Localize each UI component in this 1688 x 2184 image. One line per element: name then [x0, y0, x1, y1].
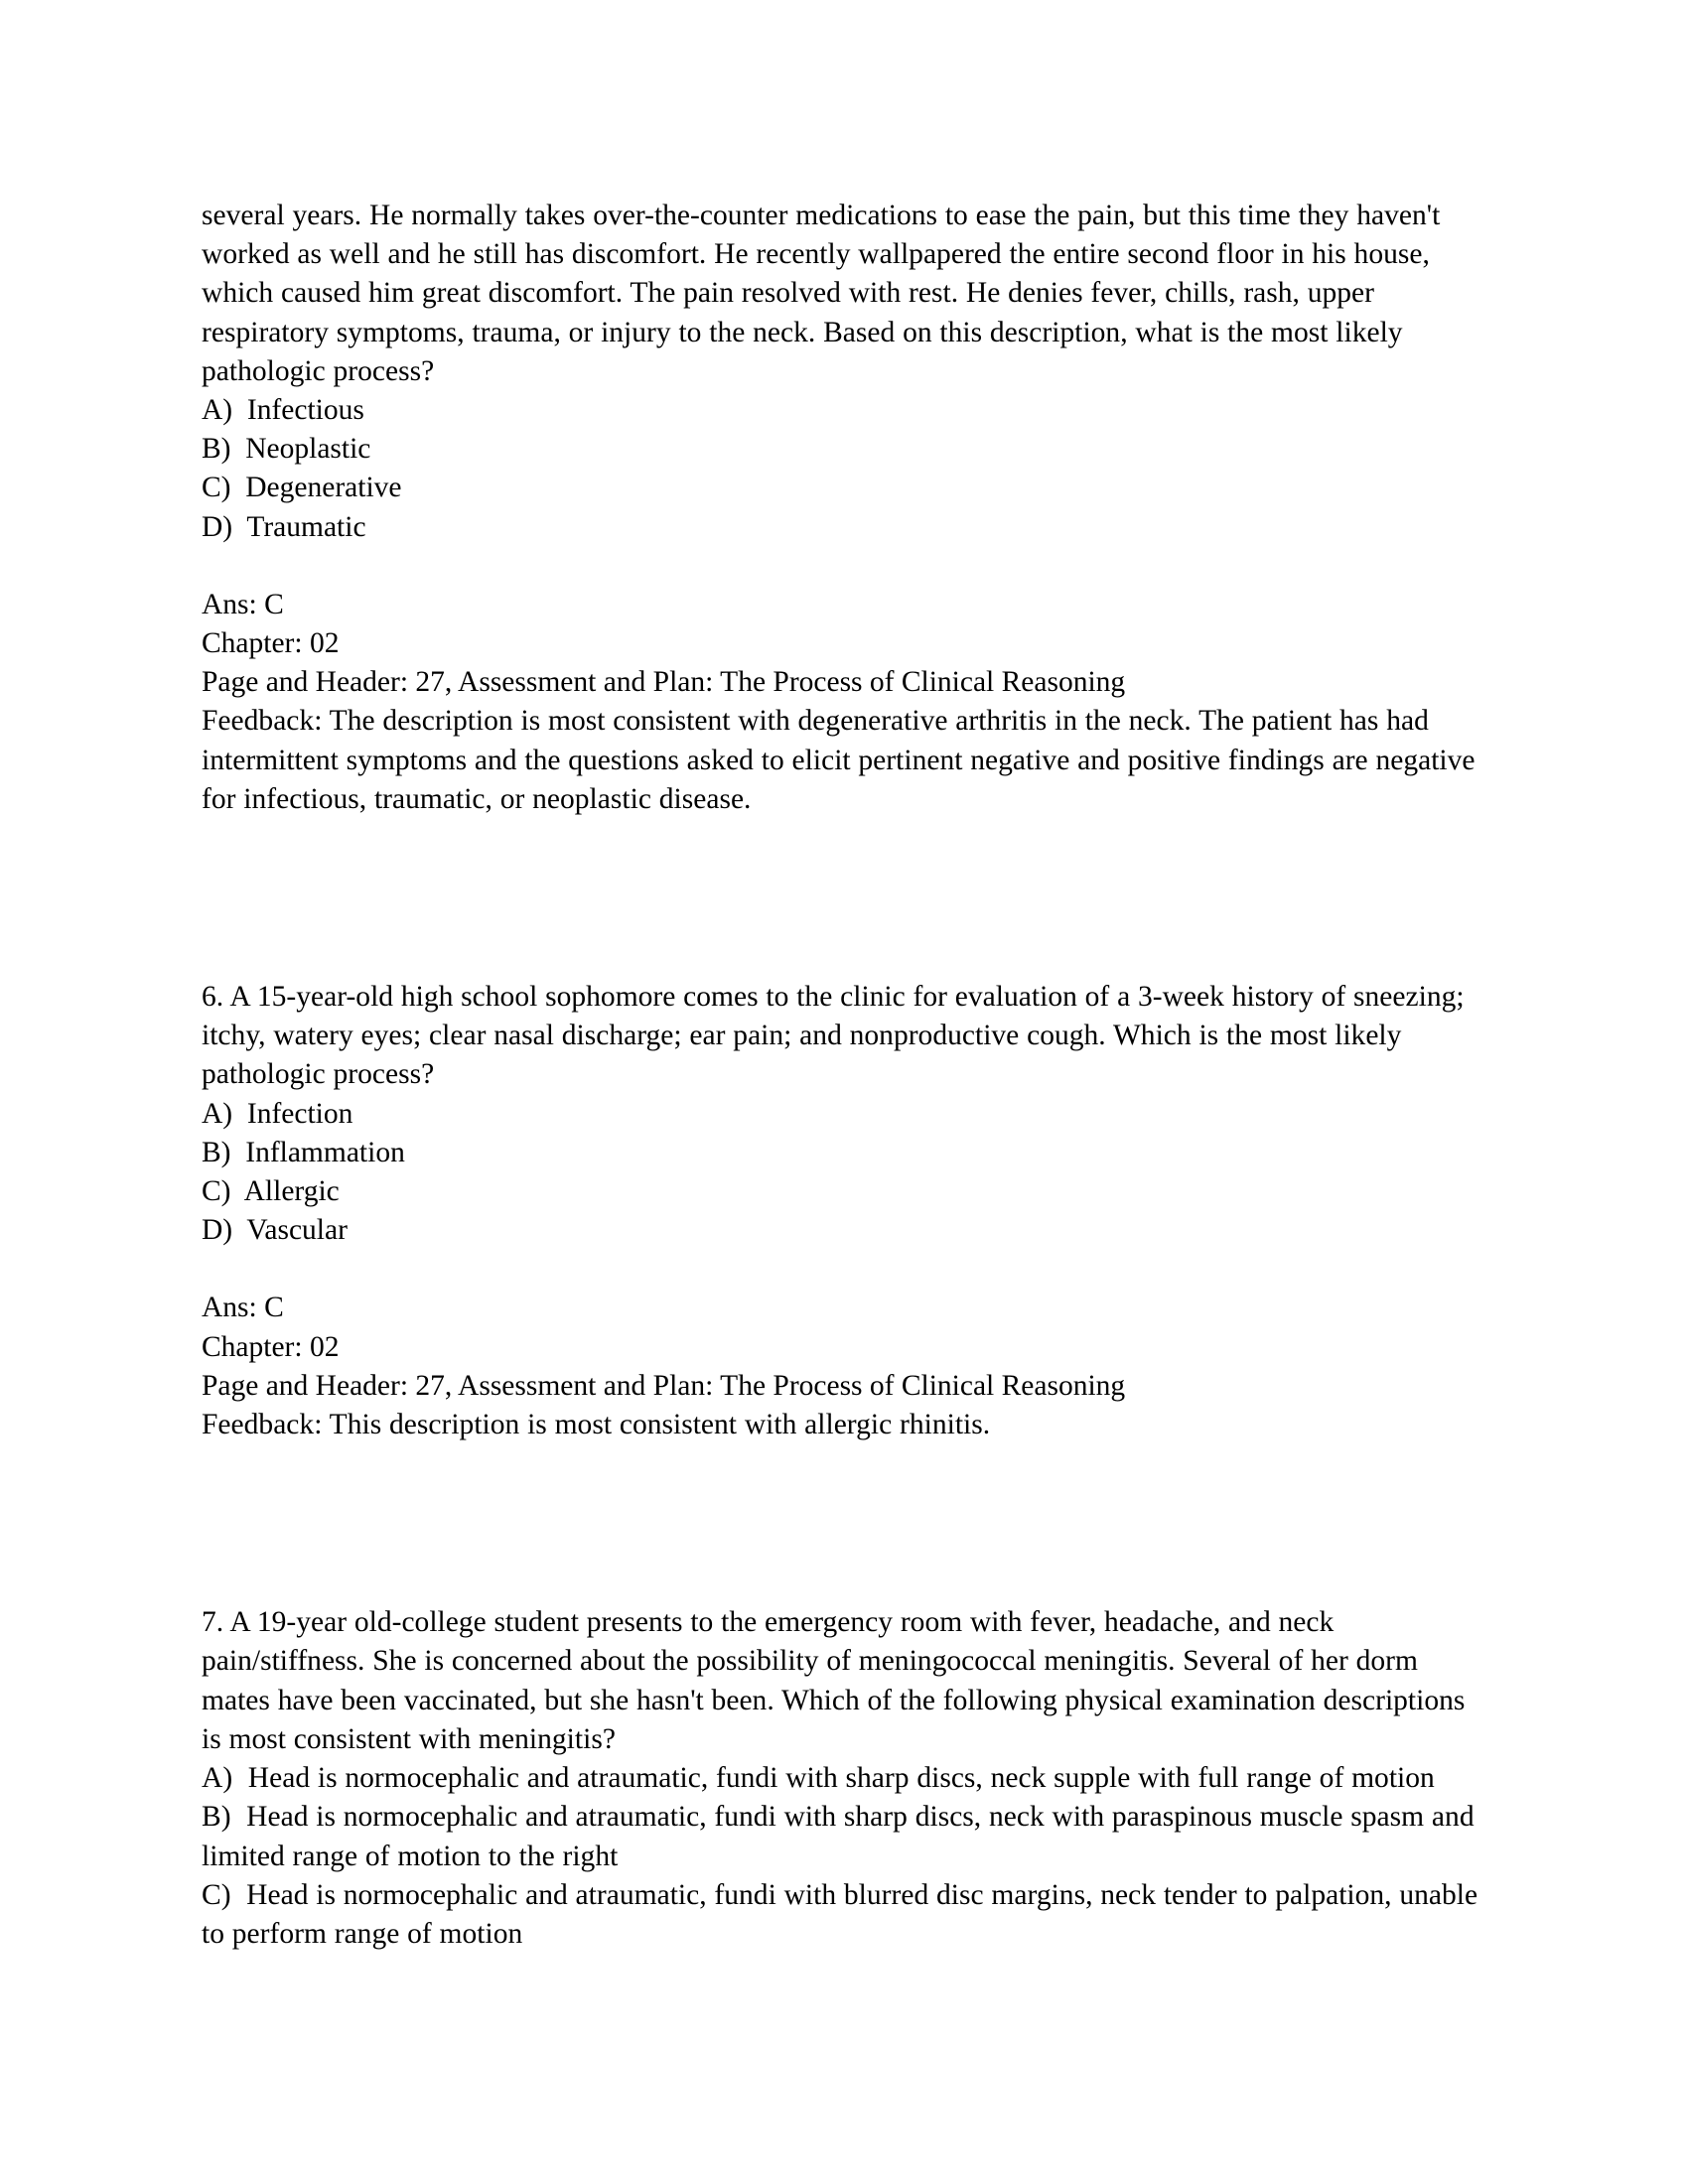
question-6-option-c-text: Allergic: [243, 1175, 340, 1208]
question-6-option-d-label: D): [202, 1214, 233, 1247]
question-5-option-d-text: Traumatic: [246, 510, 366, 543]
question-5-page-and-header: Page and Header: 27, Assessment and Plan: The Process of Clinical Reasoning: [202, 666, 1126, 699]
question-5-option-b-label: B): [202, 433, 231, 466]
spacer-between-question-6-and-7: [202, 1444, 1486, 1603]
question-6-page-and-header: Page and Header: 27, Assessment and Plan: The Process of Clinical Reasoning: [202, 1369, 1126, 1402]
question-6-option-c-label: C): [202, 1175, 231, 1208]
question-7-option-c[interactable]: [202, 1876, 1486, 1954]
question-7-option-a[interactable]: [202, 1759, 1486, 1798]
spacer-before-answer-6: [202, 1250, 1486, 1289]
question-6-option-b[interactable]: [202, 1134, 1486, 1172]
spacer-between-question-5-and-6: [202, 819, 1486, 978]
question-5-answer: Ans: C: [202, 588, 284, 620]
question-6-option-a[interactable]: [202, 1095, 1486, 1134]
question-6-feedback: Feedback: This description is most consistent with allergic rhinitis.: [202, 1409, 991, 1441]
question-7-stem: 7. A 19-year old-college student presents to the emergency room with fever, headache, and neck pain/stiffness. She is concerned about the possibility of meningococcal meningitis. Several of her dorm mates have been vaccinated, but she hasn't been. Which of the following physical examination descriptions is most consistent with meningitis?: [202, 1606, 1466, 1755]
question-5-option-c-text: Degenerative: [245, 472, 402, 504]
question-5-block: [202, 197, 1486, 819]
question-6-option-d[interactable]: [202, 1211, 1486, 1250]
question-7-option-b-text: Head is normocephalic and atraumatic, fundi with sharp discs, neck with paraspinous muscle spasm and limited range of motion to the right: [202, 1801, 1475, 1872]
question-5-option-d-label: D): [202, 510, 233, 543]
question-5-option-c[interactable]: [202, 469, 1486, 507]
question-6-option-a-text: Infection: [246, 1097, 353, 1130]
question-6-chapter: Chapter: 02: [202, 1330, 340, 1363]
question-6-stem: 6. A 15-year-old high school sophomore comes to the clinic for evaluation of a 3-week history of sneezing; itchy, watery eyes; clear nasal discharge; ear pain; and nonproductive cough. Which is the most likely pathologic process?: [202, 981, 1465, 1091]
question-7-option-a-label: A): [202, 1762, 233, 1795]
question-7-option-a-text: Head is normocephalic and atraumatic, fundi with sharp discs, neck supple with full range of motion: [247, 1762, 1435, 1795]
question-6-block: [202, 978, 1486, 1444]
question-7-option-c-label: C): [202, 1878, 231, 1911]
question-6-option-d-text: Vascular: [246, 1214, 348, 1247]
question-7-option-b[interactable]: [202, 1798, 1486, 1875]
question-5-option-a-text: Infectious: [246, 394, 364, 427]
question-6-answer: Ans: C: [202, 1292, 284, 1324]
question-5-option-a[interactable]: [202, 391, 1486, 430]
page-content: [194, 197, 1494, 1954]
question-7-block: [202, 1603, 1486, 1954]
question-7-option-c-text: Head is normocephalic and atraumatic, fundi with blurred disc margins, neck tender to palpation, unable to perform range of motion: [202, 1878, 1478, 1950]
question-5-option-a-label: A): [202, 394, 233, 427]
question-5-option-d[interactable]: [202, 508, 1486, 547]
question-6-option-b-text: Inflammation: [245, 1136, 405, 1168]
question-6-option-c[interactable]: [202, 1172, 1486, 1211]
question-5-feedback: Feedback: The description is most consistent with degenerative arthritis in the neck. The patient has had intermittent symptoms and the questions asked to elicit pertinent negative and positive findings are negative for infectious, traumatic, or neoplastic disease.: [202, 705, 1476, 815]
question-6-option-a-label: A): [202, 1097, 233, 1130]
question-5-stem-continued: several years. He normally takes over-the-counter medications to ease the pain, but this time they haven't worked as well and he still has discomfort. He recently wallpapered the entire second floor in his house, which caused him great discomfort. The pain resolved with rest. He denies fever, chills, rash, upper respiratory symptoms, trauma, or injury to the neck. Based on this description, what is the most likely pathologic process?: [202, 200, 1441, 387]
question-7-option-b-label: B): [202, 1801, 231, 1834]
question-5-option-b[interactable]: [202, 430, 1486, 469]
question-6-option-b-label: B): [202, 1136, 231, 1168]
spacer-before-answer-5: [202, 547, 1486, 586]
question-5-option-b-text: Neoplastic: [245, 433, 371, 466]
question-5-chapter: Chapter: 02: [202, 627, 340, 660]
question-5-option-c-label: C): [202, 472, 231, 504]
